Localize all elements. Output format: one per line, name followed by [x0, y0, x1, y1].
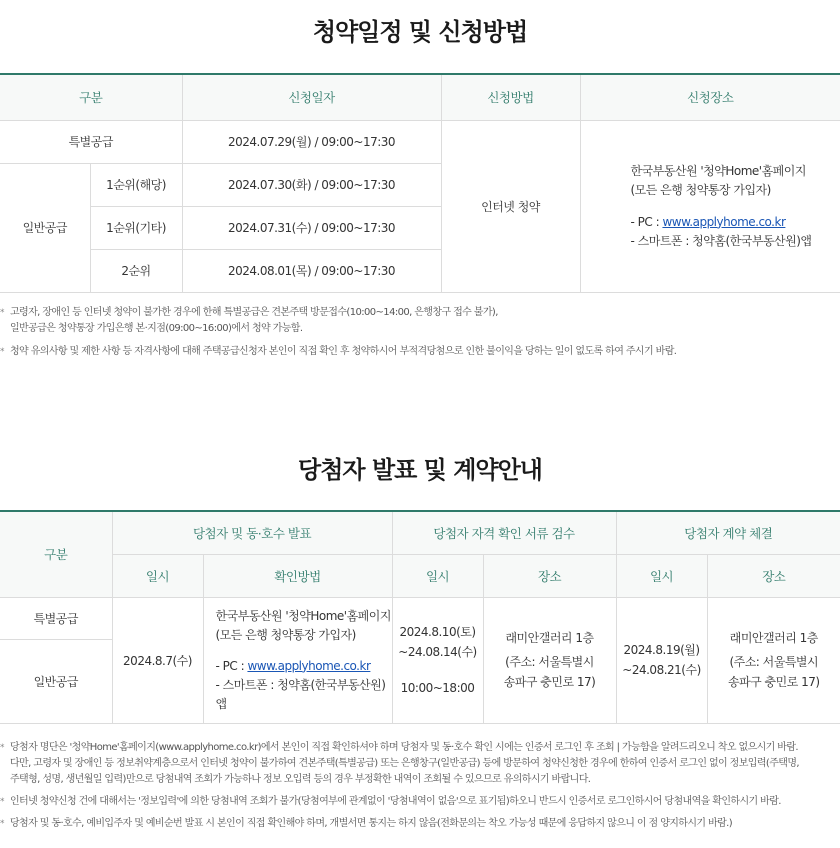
- note-item: [0, 305, 840, 337]
- contract-place-line2: (주소: 서울특별시: [729, 655, 819, 669]
- verify-time: 10:00~18:00: [400, 681, 475, 695]
- applyhome-link[interactable]: www.applyhome.co.kr: [662, 214, 786, 229]
- note-line: 일반공급은 청약통장 가입은행 본·지점(09:00~16:00)에서 청약 가능함.: [10, 323, 303, 334]
- header-announce-method: 확인방법: [203, 554, 392, 597]
- announce-method: [203, 597, 392, 723]
- note-line: * 청약 유의사항 및 제한 사항 등 자격사항에 대해 주택공급신청자 본인이 직접 확인 후 청약하시어 부적격당첨으로 인한 불이익을 당하는 일이 없도록 하여 주시기 바람.: [10, 346, 677, 357]
- place-line1: 한국부동산원 '청약Home'홈페이지: [630, 163, 806, 178]
- verify-place: [483, 597, 616, 723]
- header-verify: 당첨자 자격 확인 서류 검수: [392, 511, 616, 554]
- header-contract: 당첨자 계약 체결: [616, 511, 840, 554]
- rank-label: 1순위(기타): [90, 206, 182, 249]
- verify-place-line2: (주소: 서울특별시: [505, 655, 594, 669]
- table-header-row: [0, 511, 840, 554]
- method-mobile: - 스마트폰 : 청약홈(한국부동산원)앱: [215, 677, 386, 711]
- row-label-special: 특별공급: [0, 597, 112, 639]
- applyhome-link[interactable]: www.applyhome.co.kr: [247, 658, 371, 673]
- place-mobile: - 스마트폰 : 청약홈(한국부동산원)앱: [630, 233, 812, 248]
- note-line: * 당첨자 및 동·호수, 예비입주자 및 예비순번 발표 시 본인이 직접 확인해야 하며, 개별서면 통지는 하지 않음(전화문의는 착오 가능성 때문에 응답하지 않으니 이 점 양지하시기 바람.): [10, 818, 733, 829]
- header-announce: 당첨자 및 동·호수 발표: [112, 511, 392, 554]
- method-line1: 한국부동산원 '청약Home'홈페이지: [215, 608, 391, 623]
- header-method: 신청방법: [441, 74, 580, 120]
- section1-notes: [0, 305, 840, 367]
- contract-place-line1: 래미안갤러리 1층: [729, 631, 818, 645]
- apply-method: 인터넷 청약: [441, 120, 580, 292]
- verify-date-line1: 2024.8.10(토): [399, 625, 476, 639]
- contract-date: [616, 597, 707, 723]
- general-supply-label: 일반공급: [0, 163, 90, 292]
- section2-notes: [0, 740, 840, 838]
- subscription-schedule-table: [0, 73, 840, 293]
- rank-date: 2024.07.30(화) / 09:00~17:30: [182, 163, 441, 206]
- rank-date: 2024.08.01(목) / 09:00~17:30: [182, 249, 441, 292]
- header-verify-place: 장소: [483, 554, 616, 597]
- note-line: 주택형, 성명, 생년월일 입력)만으로 당첨내역 조회가 가능하나 정보 오입력 등의 경우 부정확한 내역이 조회될 수 있으므로 유의하시기 바랍니다.: [10, 774, 591, 785]
- contract-place-line3: 송파구 충민로 17): [727, 675, 820, 689]
- method-pc: [216, 657, 392, 676]
- header-place: 신청장소: [580, 74, 840, 120]
- header-contract-place: 장소: [707, 554, 840, 597]
- verify-place-line3: 송파구 충민로 17): [503, 675, 596, 689]
- place-pc: [631, 213, 840, 232]
- apply-place: [580, 120, 840, 292]
- header-category: 구분: [0, 74, 182, 120]
- rank-date: 2024.07.31(수) / 09:00~17:30: [182, 206, 441, 249]
- method-line2: (모든 은행 청약통장 가입자): [215, 627, 356, 642]
- verify-place-line1: 래미안갤러리 1층: [505, 631, 594, 645]
- note-item: [0, 740, 840, 788]
- note-line: 다만, 고령자 및 장애인 등 정보취약계층으로서 인터넷 청약이 불가하여 견본주택(특별공급) 또는 은행창구(일반공급) 등에 방문하여 청약신청한 경우에 한하여 인증서 로그인 없이 정보입력(주택명,: [10, 758, 799, 769]
- table-header-row: [0, 74, 840, 120]
- header-date: 신청일자: [182, 74, 441, 120]
- note-item: [0, 794, 840, 810]
- row-label-general: 일반공급: [0, 639, 112, 723]
- note-item: [0, 344, 840, 360]
- pc-label: - PC :: [215, 658, 248, 673]
- rank-label: 2순위: [90, 249, 182, 292]
- note-item: [0, 816, 840, 832]
- note-line: * 고령자, 장애인 등 인터넷 청약이 불가한 경우에 한해 특별공급은 견본주택 방문접수(10:00~14:00, 은행창구 접수 불가),: [10, 307, 498, 318]
- contract-date-line2: ~24.08.21(수): [622, 663, 701, 677]
- note-line: * 인터넷 청약신청 건에 대해서는 '정보입력'에 의한 당첨내역 조회가 불가(당첨여부에 관계없이 '당첨내역이 없음'으로 표기됨)하오니 반드시 인증서로 로그인하시어 당첨내역을 확인하시기 바람.: [10, 796, 781, 807]
- section2-title: 당첨자 발표 및 계약안내: [298, 456, 542, 484]
- header-announce-date: 일시: [112, 554, 203, 597]
- header-category: 구분: [0, 511, 112, 597]
- contract-date-line1: 2024.8.19(월): [623, 643, 700, 657]
- contract-place: [707, 597, 840, 723]
- rank-label: 1순위(해당): [90, 163, 182, 206]
- pc-label: - PC :: [630, 214, 663, 229]
- table-row: [0, 597, 840, 639]
- verify-date: [392, 597, 483, 723]
- table-row: [0, 120, 840, 163]
- special-supply-date: 2024.07.29(월) / 09:00~17:30: [182, 120, 441, 163]
- table-subheader-row: [0, 554, 840, 597]
- section1-title: 청약일정 및 신청방법: [312, 18, 528, 46]
- special-supply-label: 특별공급: [0, 120, 182, 163]
- note-line: * 당첨자 명단은 '청약Home'홈페이지(www.applyhome.co.kr)에서 본인이 직접 확인하셔야 하며 당첨자 및 동·호수 확인 시에는 인증서 로그인 후 조회 | 가능함을 알려드리오니 착오 없으시기 바람.: [10, 742, 798, 753]
- announce-date: 2024.8.7(수): [112, 597, 203, 723]
- header-contract-date: 일시: [616, 554, 707, 597]
- header-verify-date: 일시: [392, 554, 483, 597]
- place-line2: (모든 은행 청약통장 가입자): [630, 182, 771, 197]
- verify-date-line2: ~24.08.14(수): [398, 645, 477, 659]
- winner-contract-table: [0, 510, 840, 724]
